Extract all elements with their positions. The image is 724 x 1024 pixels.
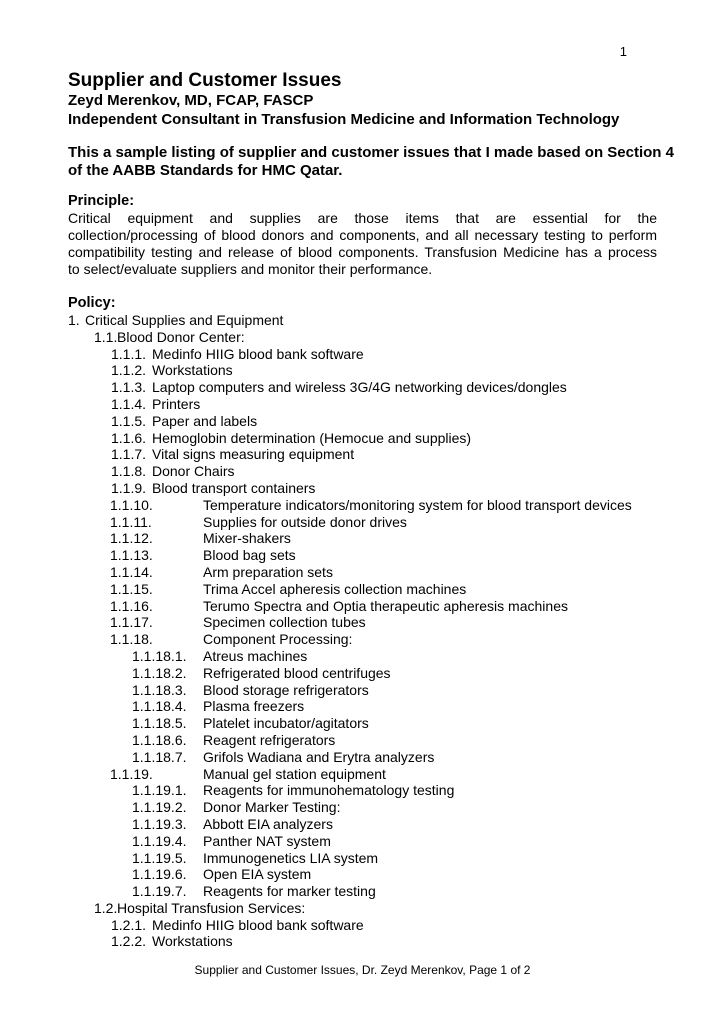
list-item — [68, 329, 657, 346]
list-item — [68, 614, 657, 631]
list-item — [68, 698, 657, 715]
list-item-number: 1.1.18.7. — [132, 748, 187, 765]
list-item-text: Reagents for immunohematology testing — [203, 782, 455, 799]
list-item — [68, 749, 657, 766]
policy-list — [68, 312, 657, 950]
principle-line: collection/processing of blood donors and components, and all necessary testing to perform — [68, 227, 657, 243]
policy-heading: Policy: — [68, 295, 116, 311]
list-item — [68, 917, 657, 934]
list-item-text: Temperature indicators/monitoring system for blood transport devices — [203, 496, 632, 513]
list-item — [68, 312, 657, 329]
list-item-text: Mixer-shakers — [203, 530, 291, 547]
list-item — [68, 430, 657, 447]
list-item-text: Laptop computers and wireless 3G/4G networking devices/dongles — [152, 379, 567, 396]
list-item-text: Vital signs measuring equipment — [152, 446, 355, 463]
principle-heading: Principle: — [68, 193, 135, 209]
list-item-text: Plasma freezers — [203, 698, 305, 715]
intro-line: This a sample listing of supplier and customer issues that I made based on Section 4 — [68, 144, 674, 161]
list-item-text: Trima Accel apheresis collection machines — [203, 580, 467, 597]
list-item — [68, 883, 657, 900]
list-item — [68, 480, 657, 497]
list-item-text: Arm preparation sets — [203, 563, 333, 580]
list-item-number: 1.1.10. — [110, 496, 153, 513]
list-item-text: Open EIA system — [203, 866, 312, 883]
list-item — [68, 850, 657, 867]
list-item-text: Atreus machines — [203, 647, 308, 664]
list-item-number: 1.1.18.4. — [132, 698, 187, 715]
list-item-number: 1.1.3. — [111, 379, 147, 396]
list-item-number: 1.1.9. — [111, 479, 147, 496]
list-item-number: 1.1.2. — [111, 362, 147, 379]
list-item-text: Specimen collection tubes — [203, 614, 366, 631]
list-item-number: 1.1.4. — [111, 395, 147, 412]
list-item-number: 1.1.18.6. — [132, 731, 187, 748]
list-item-number: 1.1.19.5. — [132, 849, 187, 866]
list-item-text: Supplies for outside donor drives — [203, 513, 407, 530]
list-item — [68, 766, 657, 783]
list-item — [68, 413, 657, 430]
list-item-number: 1.1.8. — [111, 463, 147, 480]
list-item — [68, 497, 657, 514]
list-item-number: 1.1.11. — [110, 513, 152, 530]
list-item-number: 1.1.12. — [110, 530, 153, 547]
author-role-line: Independent Consultant in Transfusion Medicine and Information Technology — [68, 110, 620, 128]
list-item — [68, 396, 657, 413]
list-item-number: 1.1.18. — [110, 631, 153, 648]
list-item-text: Hemoglobin determination (Hemocue and supplies) — [152, 429, 472, 446]
list-item-text: Critical Supplies and Equipment — [85, 312, 284, 328]
list-item — [68, 346, 657, 363]
list-item-number: 1.1.19.7. — [132, 883, 187, 900]
list-item — [68, 631, 657, 648]
list-item-text: Reagent refrigerators — [203, 731, 336, 748]
list-item-text: Panther NAT system — [203, 832, 331, 849]
list-item-number: 1.1.14. — [110, 563, 153, 580]
list-item-text: Medinfo HIIG blood bank software — [152, 916, 364, 933]
list-item — [68, 665, 657, 682]
list-item-number: 1.1.13. — [110, 547, 153, 564]
principle-line: Critical equipment and supplies are those items that are essential for the — [68, 210, 657, 226]
list-item — [68, 598, 657, 615]
list-item-text: Grifols Wadiana and Erytra analyzers — [203, 748, 435, 765]
list-item-text: Workstations — [152, 933, 233, 950]
list-item-text: Reagents for marker testing — [203, 883, 376, 900]
list-item — [68, 362, 657, 379]
list-item-text: Abbott EIA analyzers — [203, 815, 333, 832]
page-number: 1 — [619, 44, 627, 59]
list-item-number: 1.1.19.4. — [132, 832, 187, 849]
list-item — [68, 732, 657, 749]
list-item-text: Paper and labels — [152, 412, 258, 429]
list-item — [68, 530, 657, 547]
list-item — [68, 816, 657, 833]
principle-paragraph — [68, 210, 657, 278]
list-item-number: 1.1.19. — [110, 765, 153, 782]
list-item — [68, 514, 657, 531]
list-item-text: Platelet incubator/agitators — [203, 715, 369, 732]
list-item-text: Terumo Spectra and Optia therapeutic apheresis machines — [203, 597, 568, 614]
list-item — [68, 715, 657, 732]
list-item-number: 1.1.18.5. — [132, 715, 187, 732]
list-item-number: 1.2.2. — [111, 933, 147, 950]
list-item-text: Blood transport containers — [152, 479, 316, 496]
list-item-text: Donor Chairs — [152, 463, 235, 480]
list-item — [68, 547, 657, 564]
document-title: Supplier and Customer Issues — [68, 70, 342, 91]
list-item-number: 1.1.19.6. — [132, 866, 187, 883]
list-item-text: Manual gel station equipment — [203, 765, 386, 782]
list-item-number: 1.1.19.3. — [132, 815, 187, 832]
list-item-number: 1.1. — [94, 328, 118, 345]
list-item-text: Immunogenetics LIA system — [203, 849, 379, 866]
list-item-number: 1.1.6. — [111, 429, 147, 446]
list-item-text: Workstations — [152, 362, 233, 379]
list-item — [68, 463, 657, 480]
list-item-text: Medinfo HIIG blood bank software — [152, 345, 364, 362]
list-item-text: Refrigerated blood centrifuges — [203, 664, 391, 681]
list-item-text: Donor Marker Testing: — [203, 799, 341, 816]
list-item-number: 1.2.1. — [111, 916, 147, 933]
list-item — [68, 833, 657, 850]
list-item-number: 1.1.1. — [111, 345, 147, 362]
list-item-text: Blood Donor Center: — [117, 328, 245, 345]
principle-line: compatibility testing and release of blood components. Transfusion Medicine has a process — [68, 244, 657, 260]
list-item-number: 1.1.18.2. — [132, 664, 187, 681]
list-item — [68, 782, 657, 799]
list-item — [68, 446, 657, 463]
principle-line: to select/evaluate suppliers and monitor their performance. — [68, 261, 433, 277]
list-item-number: 1.2. — [94, 899, 118, 916]
list-item-number: 1.1.15. — [110, 580, 153, 597]
intro-line: of the AABB Standards for HMC Qatar. — [68, 162, 343, 179]
list-item — [68, 581, 657, 598]
page-footer: Supplier and Customer Issues, Dr. Zeyd Merenkov, Page 1 of 2 — [194, 963, 531, 978]
author-line: Zeyd Merenkov, MD, FCAP, FASCP — [68, 92, 314, 109]
list-item-number: 1.1.18.1. — [132, 647, 187, 664]
list-item-number: 1.1.19.2. — [132, 799, 187, 816]
list-item-number: 1.1.17. — [110, 614, 153, 631]
list-item-number: 1.1.7. — [111, 446, 147, 463]
list-item — [68, 799, 657, 816]
list-item-text: Printers — [152, 395, 201, 412]
list-item — [68, 379, 657, 396]
list-item-text: Blood storage refrigerators — [203, 681, 369, 698]
intro-paragraph — [68, 144, 674, 180]
list-item-number: 1. — [68, 312, 80, 328]
list-item — [68, 564, 657, 581]
list-item-number: 1.1.16. — [110, 597, 153, 614]
list-item-text: Component Processing: — [203, 631, 353, 648]
list-item — [68, 648, 657, 665]
list-item-text: Hospital Transfusion Services: — [117, 899, 306, 916]
list-item — [68, 682, 657, 699]
list-item-text: Blood bag sets — [203, 547, 296, 564]
list-item — [68, 866, 657, 883]
list-item — [68, 900, 657, 917]
list-item-number: 1.1.18.3. — [132, 681, 187, 698]
list-item-number: 1.1.5. — [111, 412, 147, 429]
list-item — [68, 933, 657, 950]
list-item-number: 1.1.19.1. — [132, 782, 187, 799]
